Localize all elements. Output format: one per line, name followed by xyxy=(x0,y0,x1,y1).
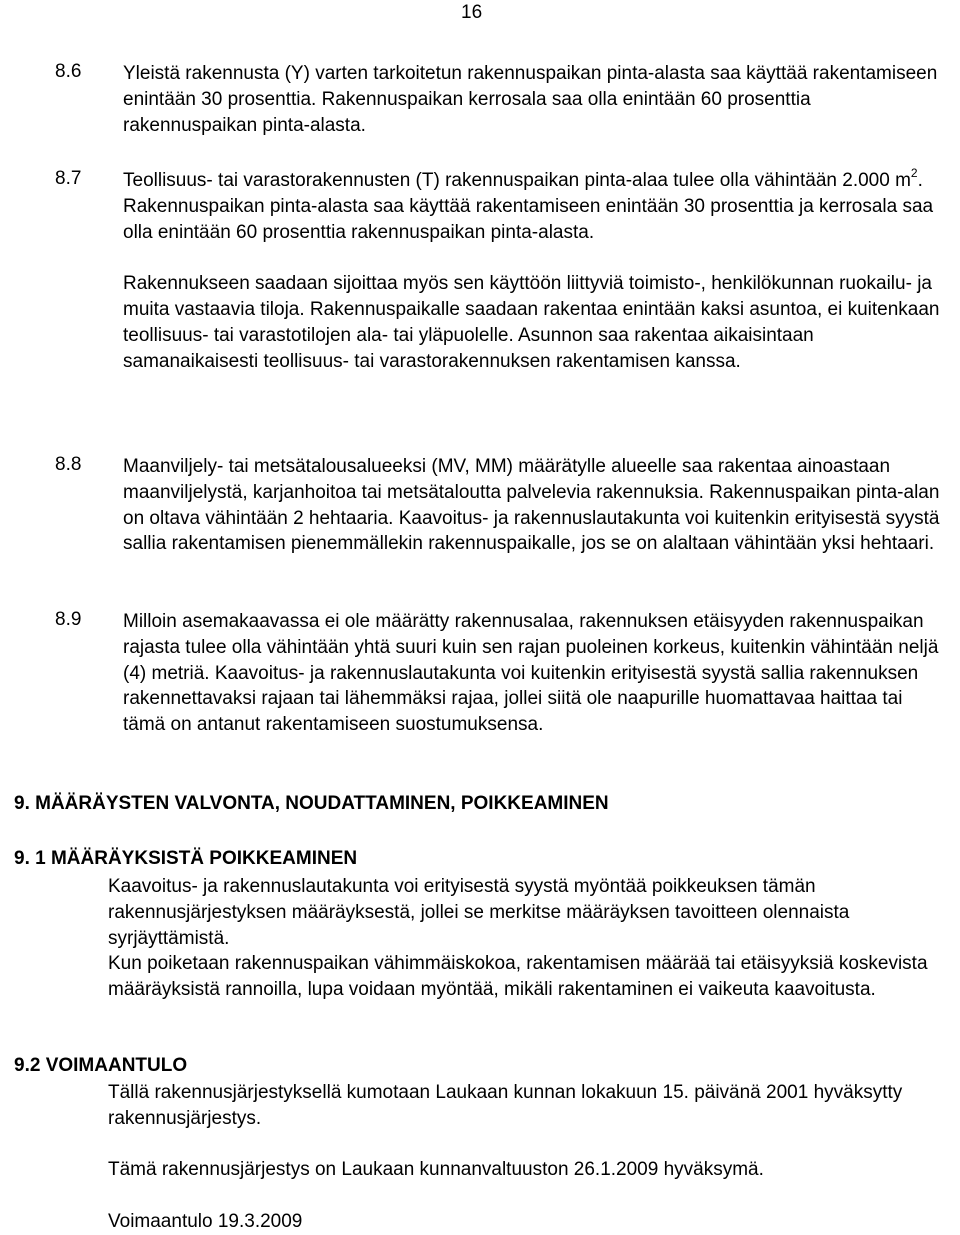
section-text: Milloin asemakaavassa ei ole määrätty rakennusalaa, rakennuksen etäisyyden rakennuspaikan rajasta tulee olla vähintään yhtä suuri kuin sen rajan puoleinen korkeus, kuitenkin vähintään neljä (4) metriä. Kaavoitus- ja rakennuslautakunta voi kuitenkin erityisestä syystä sallia rakennuksen rakennettavaksi rajaan tai lähemmäksi rajaa, jollei siitä ole naapurille huomattavaa haittaa tai tämä on antanut rakentamiseen suostumuksensa. xyxy=(123,611,939,736)
section-paragraph: Teollisuus- tai varastorakennusten (T) rakennuspaikan pinta-alaa tulee olla vähintään 2.000 $m^2$. Rakennuspaikan pinta-alasta saa käyttää rakentamiseen enintään 30 prosenttia ja kerrosala saa olla enintään 60 prosenttia rakennuspaikan pinta-alasta. xyxy=(123,166,934,243)
section-number: 8.6 xyxy=(55,61,82,82)
section-8-9 xyxy=(55,609,940,738)
section-paragraph: Kun poiketaan rakennuspaikan vähimmäiskokoa, rakentamisen määrää tai etäisyyksiä koskevista määräyksistä rannoilla, lupa voidaan myöntää, mikäli rakentaminen ei vaikeuta kaavoitusta. xyxy=(108,953,928,1001)
page-number: 16 xyxy=(461,2,483,23)
section-8-7 xyxy=(55,168,940,374)
section-number: 8.9 xyxy=(55,609,82,630)
section-number: 8.8 xyxy=(55,454,82,475)
section-8-6 xyxy=(55,61,940,138)
section-heading: 9. 1 MÄÄRÄYKSISTÄ POIKKEAMINEN xyxy=(14,848,358,869)
section-paragraph: Tällä rakennusjärjestyksellä kumotaan Laukaan kunnan lokakuun 15. päivänä 2001 hyväksytty rakennusjärjestys. xyxy=(108,1082,903,1129)
section-text: Maanviljely- tai metsätalousalueeksi (MV, MM) määrätylle alueelle saa rakentaa ainoastaan maanviljelystä, karjanhoitoa tai metsätaloutta palvelevia rakennuksia. Rakennuspaikan pinta-alan on oltava vähintään 2 hehtaaria. Kaavoitus- ja rakennuslautakunta voi kuitenkin erityisestä syystä sallia rakentamisen pienemmällekin rakennuspaikalle, jos se on alaltaan vähintään yksi hehtaari. xyxy=(123,456,940,555)
section-9-2-body xyxy=(108,1080,948,1235)
section-9-1-body xyxy=(108,874,948,1003)
section-paragraph: Voimaantulo 19.3.2009 xyxy=(108,1210,303,1232)
section-paragraph: Rakennukseen saadaan sijoittaa myös sen käyttöön liittyviä toimisto-, henkilökunnan ruokailu- ja muita vastaavia tiloja. Rakennuspaikalle saadaan rakentaa enintään kaksi asuntoa, ei kuitenkaan teollisuus- tai varastotilojen ala- tai yläpuolelle. Asunnon saa rakentaa aikaisintaan samanaikaisesti teollisuus- tai varastorakennuksen rakentamisen kanssa. xyxy=(123,273,940,372)
section-paragraph: Tämä rakennusjärjestys on Laukaan kunnanvaltuuston 26.1.2009 hyväksymä. xyxy=(108,1159,764,1181)
section-8-8 xyxy=(55,454,940,557)
section-heading: 9.2 VOIMAANTULO xyxy=(14,1055,188,1076)
chapter-heading: 9. MÄÄRÄYSTEN VALVONTA, NOUDATTAMINEN, POIKKEAMINEN xyxy=(14,793,609,814)
section-number: 8.7 xyxy=(55,168,82,189)
section-text: Yleistä rakennusta (Y) varten tarkoitetun rakennuspaikan pinta-alasta saa käyttää rakentamiseen enintään 30 prosenttia. Rakennuspaikan kerrosala saa olla enintään 60 prosenttia rakennuspaikan pinta-alasta. xyxy=(123,63,938,136)
section-paragraph: Kaavoitus- ja rakennuslautakunta voi erityisestä syystä myöntää poikkeuksen tämän rakennusjärjestyksen määräyksestä, jollei se merkitse määräyksen tavoitteen olennaista syrjäyttämistä. xyxy=(108,876,850,949)
superscript: 2 xyxy=(910,166,918,180)
